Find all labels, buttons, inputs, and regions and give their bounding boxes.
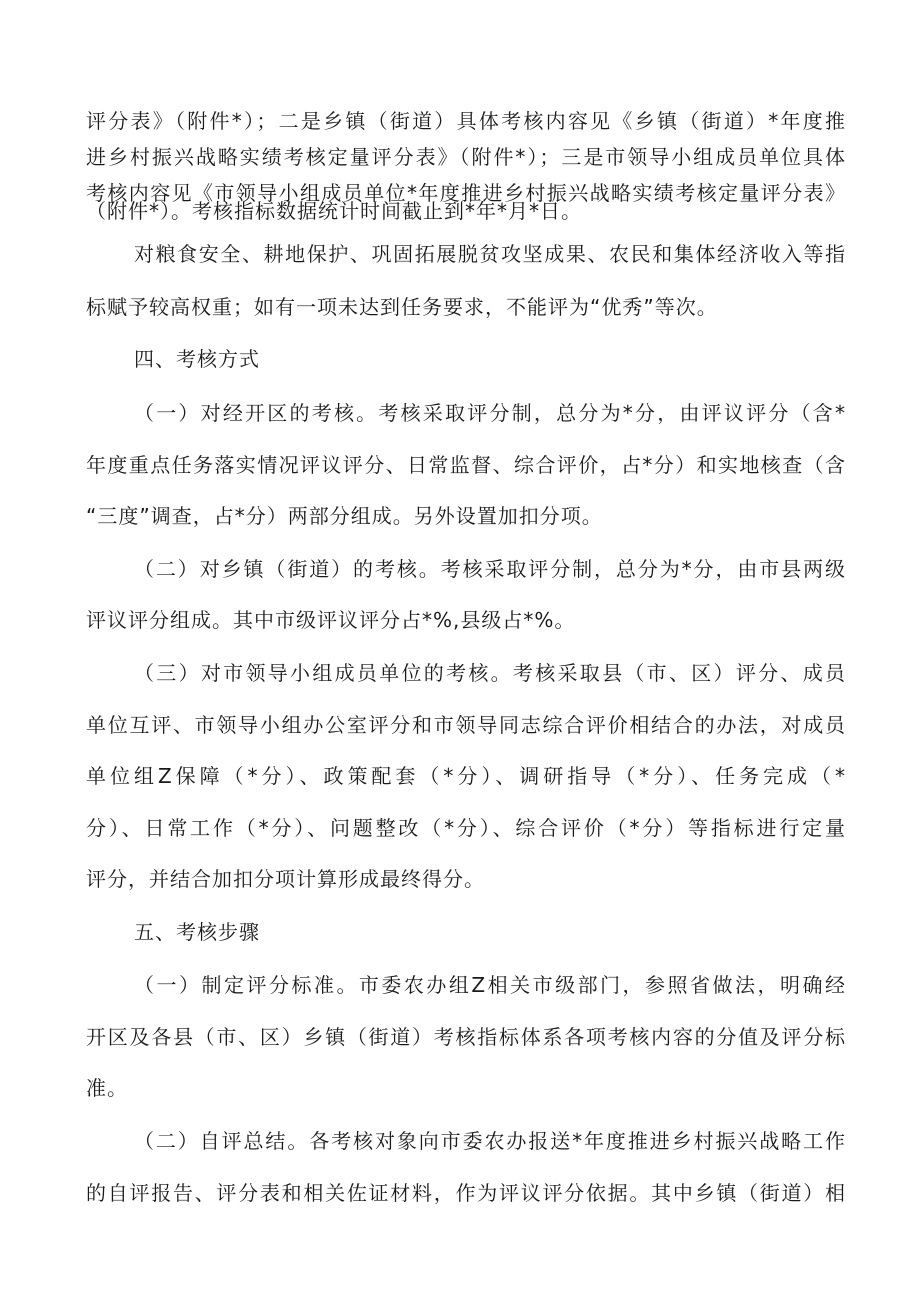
paragraph-line: 开区及各县（市、区）乡镇（街道）考核指标体系各项考核内容的分值及评分标 — [86, 1025, 846, 1049]
paragraph-line: 分）、日常工作（*分）、问题整改（*分）、综合评价（*分）等指标进行定量 — [86, 816, 846, 840]
paragraph-line: （二）对乡镇（街道）的考核。考核采取评分制，总分为*分，由市县两级 — [134, 557, 846, 581]
paragraph-line: 的自评报告、评分表和相关佐证材料，作为评议评分依据。其中乡镇（街道）相 — [86, 1181, 846, 1205]
paragraph-line: 评分，并结合加扣分项计算形成最终得分。 — [86, 867, 485, 891]
paragraph-line: （三）对市领导小组成员单位的考核。考核采取县（市、区）评分、成员 — [134, 661, 846, 685]
section-heading: 五、考核步骤 — [134, 920, 260, 944]
paragraph-line: 单位组Z保障（*分）、政策配套（*分）、调研指导（*分）、任务完成（* — [86, 764, 846, 788]
paragraph-line: 评议评分组成。其中市级评议评分占*%,县级占*%。 — [86, 608, 576, 632]
paragraph-line: （一）对经开区的考核。考核采取评分制，总分为*分，由评议评分（含* — [134, 401, 846, 425]
paragraph-line: 标赋予较高权重；如有一项未达到任务要求，不能评为“优秀”等次。 — [86, 295, 718, 319]
paragraph-line: 准。 — [86, 1076, 128, 1100]
paragraph-line: 进乡村振兴战略实绩考核定量评分表》（附件*）；三是市领导小组成员单位具体 — [86, 145, 846, 169]
paragraph-line: （附件*）。考核指标数据统计时间截止到*年*月*日。 — [86, 199, 582, 223]
paragraph-line: 单位互评、市领导小组办公室评分和市领导同志综合评价相结合的办法，对成员 — [86, 713, 846, 737]
paragraph-line: 评分表》（附件*）；二是乡镇（街道）具体考核内容见《乡镇（街道）*年度推 — [86, 109, 846, 133]
paragraph-line: （二）自评总结。各考核对象向市委农办报送*年度推进乡村振兴战略工作 — [134, 1129, 846, 1153]
section-heading: 四、考核方式 — [134, 347, 260, 371]
paragraph-line: 对粮食安全、耕地保护、巩固拓展脱贫攻坚成果、农民和集体经济收入等指 — [134, 242, 846, 266]
paragraph-line: “三度”调查，占*分）两部分组成。另外设置加扣分项。 — [86, 504, 603, 528]
paragraph-line: 年度重点任务落实情况评议评分、日常监督、综合评价，占*分）和实地核查（含 — [86, 453, 846, 477]
paragraph-line: 考核内容见《市领导小组成员单位*年度推进乡村振兴战略实绩考核定量评分表》 — [86, 181, 846, 205]
paragraph-line: （一）制定评分标准。市委农办组Z相关市级部门，参照省做法，明确经 — [134, 973, 846, 997]
